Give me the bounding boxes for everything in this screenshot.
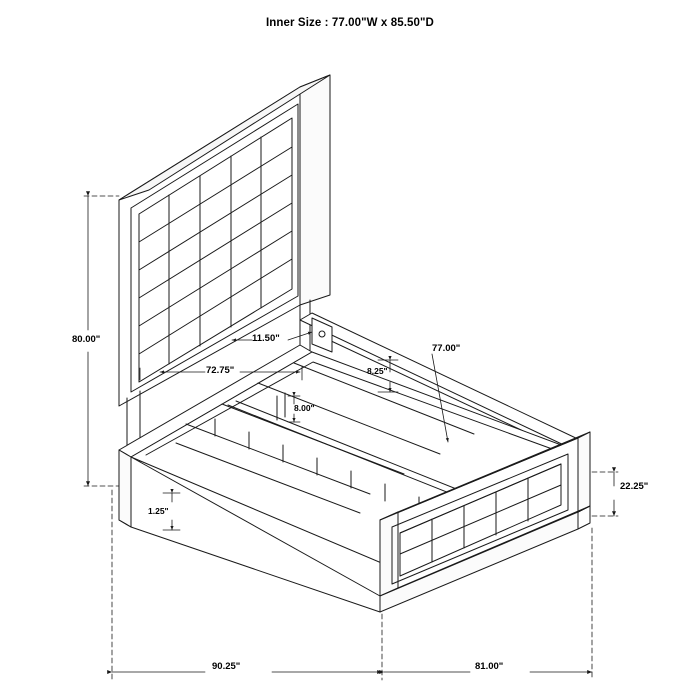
dimension-label-footboard-height: 22.25" — [620, 481, 649, 492]
dimension-label-headboard-height: 80.00" — [72, 334, 101, 345]
dimension-label-headboard-thickness: 11.50" — [252, 333, 280, 344]
dimension-label-slat-clearance: 8.00" — [294, 403, 315, 413]
dimension-label-overall-depth: 90.25" — [212, 661, 241, 672]
page-title: Inner Size : 77.00"W x 85.50"D — [266, 17, 434, 29]
dimension-label-inner-width: 77.00" — [432, 343, 461, 354]
dimension-label-floor-clearance: 1.25" — [148, 506, 169, 516]
dimension-label-headboard-width: 72.75" — [206, 365, 235, 376]
dimension-label-rail-height: 8.25" — [367, 366, 388, 376]
dimension-label-overall-width: 81.00" — [475, 661, 504, 672]
